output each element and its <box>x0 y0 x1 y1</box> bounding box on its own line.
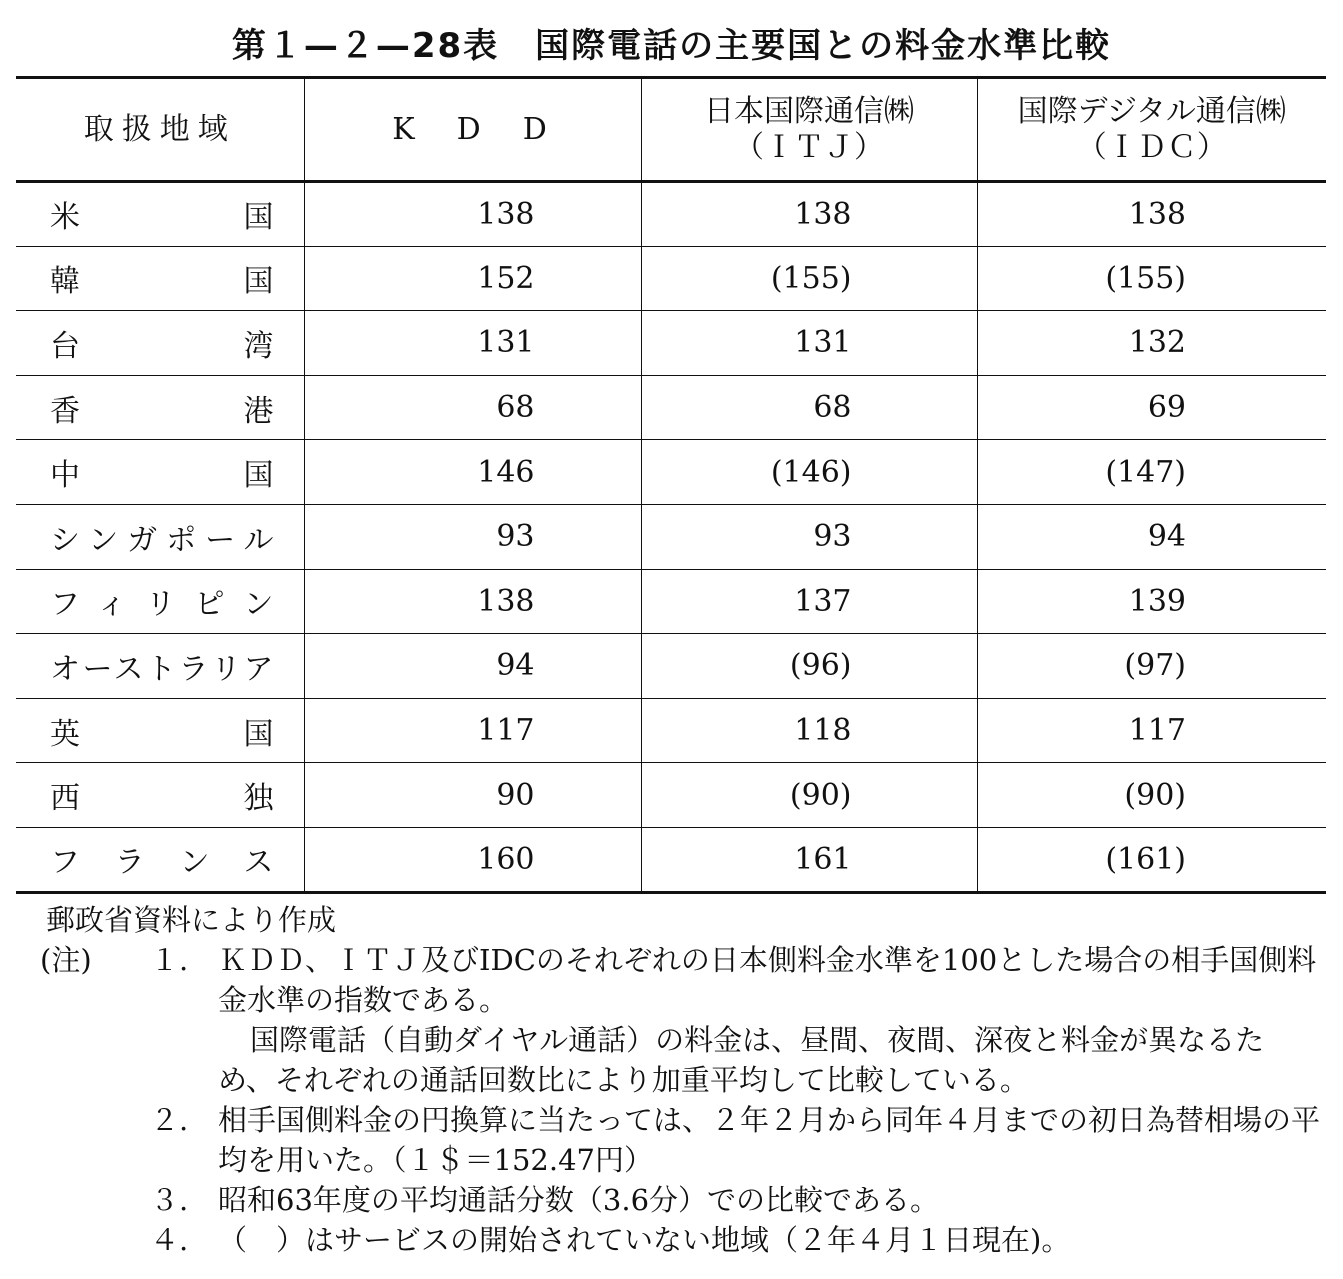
table-row <box>16 440 1326 505</box>
region-name: フランス <box>50 845 274 881</box>
rate-comparison-table <box>16 76 1326 894</box>
note-number: １. <box>150 943 189 977</box>
itj-value: (96) <box>641 634 977 699</box>
note-item <box>40 940 1320 1100</box>
table-row <box>16 182 1326 247</box>
note-text: 昭和63年度の平均通話分数（3.6分）での比較である。 <box>218 1183 940 1217</box>
table-row <box>16 569 1326 634</box>
idc-value: 138 <box>977 182 1326 247</box>
header-region-label: 取扱地域 <box>83 111 236 147</box>
header-idc <box>977 78 1326 182</box>
kdd-value: 93 <box>304 504 641 569</box>
region-name: 英国 <box>50 716 274 752</box>
region-cell <box>16 698 304 763</box>
region-cell <box>16 504 304 569</box>
region-name: 香港 <box>50 393 274 429</box>
note-number: ２. <box>150 1103 189 1137</box>
kdd-value: 146 <box>304 440 641 505</box>
region-name: オーストラリア <box>50 651 274 687</box>
region-cell <box>16 311 304 376</box>
note-text: 相手国側料金の円換算に当たっては、２年２月から同年４月までの初日為替相場の平均を用いた。（１＄＝152.47円） <box>218 1103 1321 1177</box>
region-name: フィリピン <box>50 587 274 623</box>
itj-value: 137 <box>641 569 977 634</box>
region-cell <box>16 440 304 505</box>
idc-value: 132 <box>977 311 1326 376</box>
table-row <box>16 375 1326 440</box>
itj-value: 118 <box>641 698 977 763</box>
region-cell <box>16 569 304 634</box>
note-text-continued: 国際電話（自動ダイヤル通話）の料金は、昼間、夜間、深夜と料金が異なるため、それぞれの通話回数比により加重平均して比較している。 <box>218 1023 1265 1097</box>
region-name: 韓国 <box>50 264 274 300</box>
note-number: ３. <box>150 1183 189 1217</box>
note-text: （ ）はサービスの開始されていない地域（２年４月１日現在)。 <box>218 1223 1071 1257</box>
header-idc-line2: （ＩＤＣ） <box>1076 129 1227 165</box>
region-cell <box>16 246 304 311</box>
idc-value: 117 <box>977 698 1326 763</box>
itj-value: 93 <box>641 504 977 569</box>
header-region <box>16 78 304 182</box>
header-kdd-label: K D D <box>392 111 553 147</box>
idc-value: (155) <box>977 246 1326 311</box>
kdd-value: 90 <box>304 763 641 828</box>
itj-value: 131 <box>641 311 977 376</box>
region-name: シンガポール <box>50 522 274 558</box>
kdd-value: 138 <box>304 182 641 247</box>
note-text: ＫＤＤ、ＩＴＪ及びIDCのそれぞれの日本側料金水準を100とした場合の相手国側料金水準の指数である。 <box>218 943 1317 1017</box>
kdd-value: 131 <box>304 311 641 376</box>
itj-value: (90) <box>641 763 977 828</box>
kdd-value: 160 <box>304 827 641 892</box>
header-row <box>16 78 1326 182</box>
region-name: 中国 <box>50 458 274 494</box>
itj-value: (155) <box>641 246 977 311</box>
table-row <box>16 504 1326 569</box>
kdd-value: 68 <box>304 375 641 440</box>
idc-value: (97) <box>977 634 1326 699</box>
table-body <box>16 182 1326 893</box>
table-row <box>16 698 1326 763</box>
itj-value: 161 <box>641 827 977 892</box>
idc-value: 139 <box>977 569 1326 634</box>
kdd-value: 152 <box>304 246 641 311</box>
region-name: 西独 <box>50 781 274 817</box>
itj-value: (146) <box>641 440 977 505</box>
source-note: 郵政省資料により作成 <box>46 903 337 937</box>
header-idc-line1: 国際デジタル通信㈱ <box>1017 93 1286 129</box>
kdd-value: 117 <box>304 698 641 763</box>
header-kdd <box>304 78 641 182</box>
region-name: 台湾 <box>50 328 274 364</box>
table-header <box>16 78 1326 182</box>
header-itj <box>641 78 977 182</box>
region-cell <box>16 182 304 247</box>
table-row <box>16 311 1326 376</box>
table-row <box>16 763 1326 828</box>
idc-value: (147) <box>977 440 1326 505</box>
idc-value: 69 <box>977 375 1326 440</box>
notes-label: (注) <box>40 943 92 977</box>
note-item <box>40 1220 1320 1260</box>
note-number: ４. <box>150 1223 189 1257</box>
table-row <box>16 246 1326 311</box>
idc-value: (161) <box>977 827 1326 892</box>
table-row <box>16 634 1326 699</box>
table-title: 第１—２—28表 国際電話の主要国との料金水準比較 <box>231 26 1112 66</box>
header-itj-line1: 日本国際通信㈱ <box>704 93 914 129</box>
note-item <box>40 1180 1320 1220</box>
header-itj-line2: （ＩＴＪ） <box>734 129 884 165</box>
kdd-value: 138 <box>304 569 641 634</box>
kdd-value: 94 <box>304 634 641 699</box>
region-name: 米国 <box>50 200 274 236</box>
notes-section <box>40 900 1320 1260</box>
itj-value: 68 <box>641 375 977 440</box>
region-cell <box>16 763 304 828</box>
region-cell <box>16 634 304 699</box>
idc-value: (90) <box>977 763 1326 828</box>
region-cell <box>16 827 304 892</box>
idc-value: 94 <box>977 504 1326 569</box>
table-row <box>16 827 1326 892</box>
note-item <box>40 1100 1320 1180</box>
region-cell <box>16 375 304 440</box>
itj-value: 138 <box>641 182 977 247</box>
